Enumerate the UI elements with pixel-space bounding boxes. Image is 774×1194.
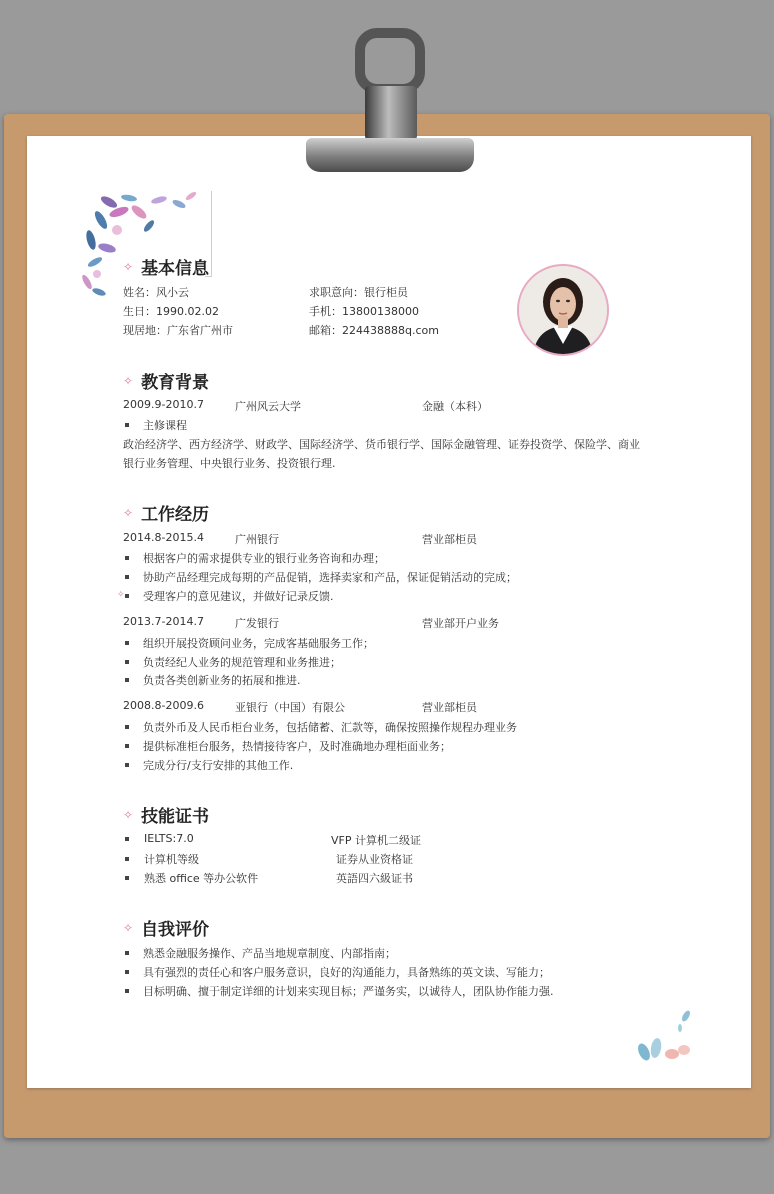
self-eval-item xyxy=(125,983,554,999)
square-bullet-icon xyxy=(125,763,129,767)
self-eval-item xyxy=(125,964,550,980)
basic-location: 现居地：广东省广州市 xyxy=(123,324,233,337)
job-duty xyxy=(125,757,293,773)
section-title-work xyxy=(123,500,209,525)
diamond-star-icon: ✧ xyxy=(123,920,134,935)
basic-phone: 手机：13800138000 xyxy=(309,305,419,318)
job-duty xyxy=(125,672,301,688)
bullet-text: 根据客户的需求提供专业的银行业务咨询和办理； xyxy=(143,552,385,565)
job-role: 营业部柜员 xyxy=(422,533,477,546)
education-major: 金融（本科） xyxy=(422,400,488,413)
section-title-text: 技能证书 xyxy=(141,807,210,827)
skill-item xyxy=(125,870,258,886)
square-bullet-icon xyxy=(125,594,129,598)
section-title-text: 工作经历 xyxy=(141,505,210,525)
square-bullet-icon xyxy=(125,660,129,664)
bullet-text: 完成分行/支行安排的其他工作. xyxy=(143,759,294,772)
bullet-text: 主修课程 xyxy=(143,419,187,432)
section-title-basic xyxy=(123,254,209,279)
section-title-skills xyxy=(123,802,209,827)
diamond-star-icon: ✧ xyxy=(123,259,134,274)
square-bullet-icon xyxy=(125,951,129,955)
clip-base xyxy=(306,138,474,172)
job-duty xyxy=(125,569,517,585)
section-title-text: 教育背景 xyxy=(141,373,210,393)
section-title-text: 自我评价 xyxy=(141,920,210,940)
diamond-star-icon: ✧ xyxy=(123,505,134,520)
job-duty xyxy=(125,738,451,754)
bullet-text: 协助产品经理完成每期的产品促销，选择卖家和产品，保证促销活动的完成； xyxy=(143,571,517,584)
square-bullet-icon xyxy=(125,857,129,861)
diamond-star-icon: ✧ xyxy=(123,807,134,822)
diamond-star-icon: ✧ xyxy=(123,373,134,388)
square-bullet-icon xyxy=(125,678,129,682)
square-bullet-icon xyxy=(125,970,129,974)
skill-cert: VFP 计算机二级证 xyxy=(331,834,421,847)
job-duty xyxy=(125,588,334,604)
basic-name: 姓名：风小云 xyxy=(123,286,189,299)
bullet-text: 负责经纪人业务的规范管理和业务推进； xyxy=(143,656,341,669)
clip-ring xyxy=(355,28,425,94)
skill-item xyxy=(125,851,199,867)
bullet-text: 具有强烈的责任心和客户服务意识，良好的沟通能力，具备熟练的英文读、写能力； xyxy=(143,966,550,979)
square-bullet-icon xyxy=(125,744,129,748)
job-duty xyxy=(125,654,341,670)
job-period: 2008.8-2009.6 xyxy=(123,699,204,712)
square-bullet-icon xyxy=(125,556,129,560)
job-company: 广发银行 xyxy=(235,617,279,630)
profile-photo xyxy=(517,264,609,356)
bullet-text: 熟悉金融服务操作、产品当地规章制度、内部指南； xyxy=(143,947,396,960)
floral-decoration-bottom-right xyxy=(628,998,696,1064)
square-bullet-icon xyxy=(125,837,129,841)
education-courses-line1: 政治经济学、西方经济学、财政学、国际经济学、货币银行学、国际金融管理、证券投资学、保险学、商业 xyxy=(123,438,640,451)
education-school: 广州风云大学 xyxy=(235,400,301,413)
square-bullet-icon xyxy=(125,575,129,579)
job-company: 亚银行（中国）有限公 xyxy=(235,701,345,714)
job-role: 营业部开户业务 xyxy=(422,617,499,630)
section-title-self xyxy=(123,915,209,940)
bullet-text: 受理客户的意见建议，并做好记录反馈. xyxy=(143,590,334,603)
job-duty xyxy=(125,635,374,651)
job-role: 营业部柜员 xyxy=(422,701,477,714)
clip-body xyxy=(365,86,417,140)
square-bullet-icon xyxy=(125,989,129,993)
bullet-text: 计算机等级 xyxy=(144,853,199,866)
basic-intent: 求职意向：银行柜员 xyxy=(309,286,408,299)
square-bullet-icon xyxy=(125,876,129,880)
education-period: 2009.9-2010.7 xyxy=(123,398,204,411)
job-company: 广州银行 xyxy=(235,533,279,546)
bullet-text: 提供标准柜台服务，热情接待客户，及时准确地办理柜面业务； xyxy=(143,740,451,753)
job-duty xyxy=(125,719,517,735)
square-bullet-icon xyxy=(125,641,129,645)
job-period: 2014.8-2015.4 xyxy=(123,531,204,544)
education-course-label xyxy=(125,417,187,433)
self-eval-item xyxy=(125,945,396,961)
basic-email: 邮箱：224438888q.com xyxy=(309,324,439,337)
skill-item xyxy=(125,832,194,845)
bullet-text: 负责外币及人民币柜台业务，包括储蓄、汇款等，确保按照操作规程办理业务 xyxy=(143,721,517,734)
bullet-text: 目标明确、擅于制定详细的计划来实现目标；严谨务实，以诚待人，团队协作能力强. xyxy=(143,985,554,998)
basic-birth: 生日：1990.02.02 xyxy=(123,305,219,318)
skill-cert: 英語四六級证书 xyxy=(336,872,413,885)
education-courses-line2: 银行业务管理、中央银行业务、投资银行理. xyxy=(123,457,336,470)
bullet-text: 组织开展投资顾问业务，完成客基础服务工作； xyxy=(143,637,374,650)
bullet-text: IELTS:7.0 xyxy=(144,832,194,845)
diamond-mark-icon: ✧ xyxy=(117,590,125,600)
section-title-text: 基本信息 xyxy=(141,259,210,279)
skill-cert: 证券从业资格证 xyxy=(336,853,413,866)
bullet-text: 负责各类创新业务的拓展和推进. xyxy=(143,674,301,687)
job-duty xyxy=(125,550,385,566)
square-bullet-icon xyxy=(125,725,129,729)
section-title-education xyxy=(123,368,209,393)
frame-line-vertical xyxy=(211,191,212,277)
job-period: 2013.7-2014.7 xyxy=(123,615,204,628)
bullet-text: 熟悉 office 等办公软件 xyxy=(144,872,259,885)
square-bullet-icon xyxy=(125,423,129,427)
